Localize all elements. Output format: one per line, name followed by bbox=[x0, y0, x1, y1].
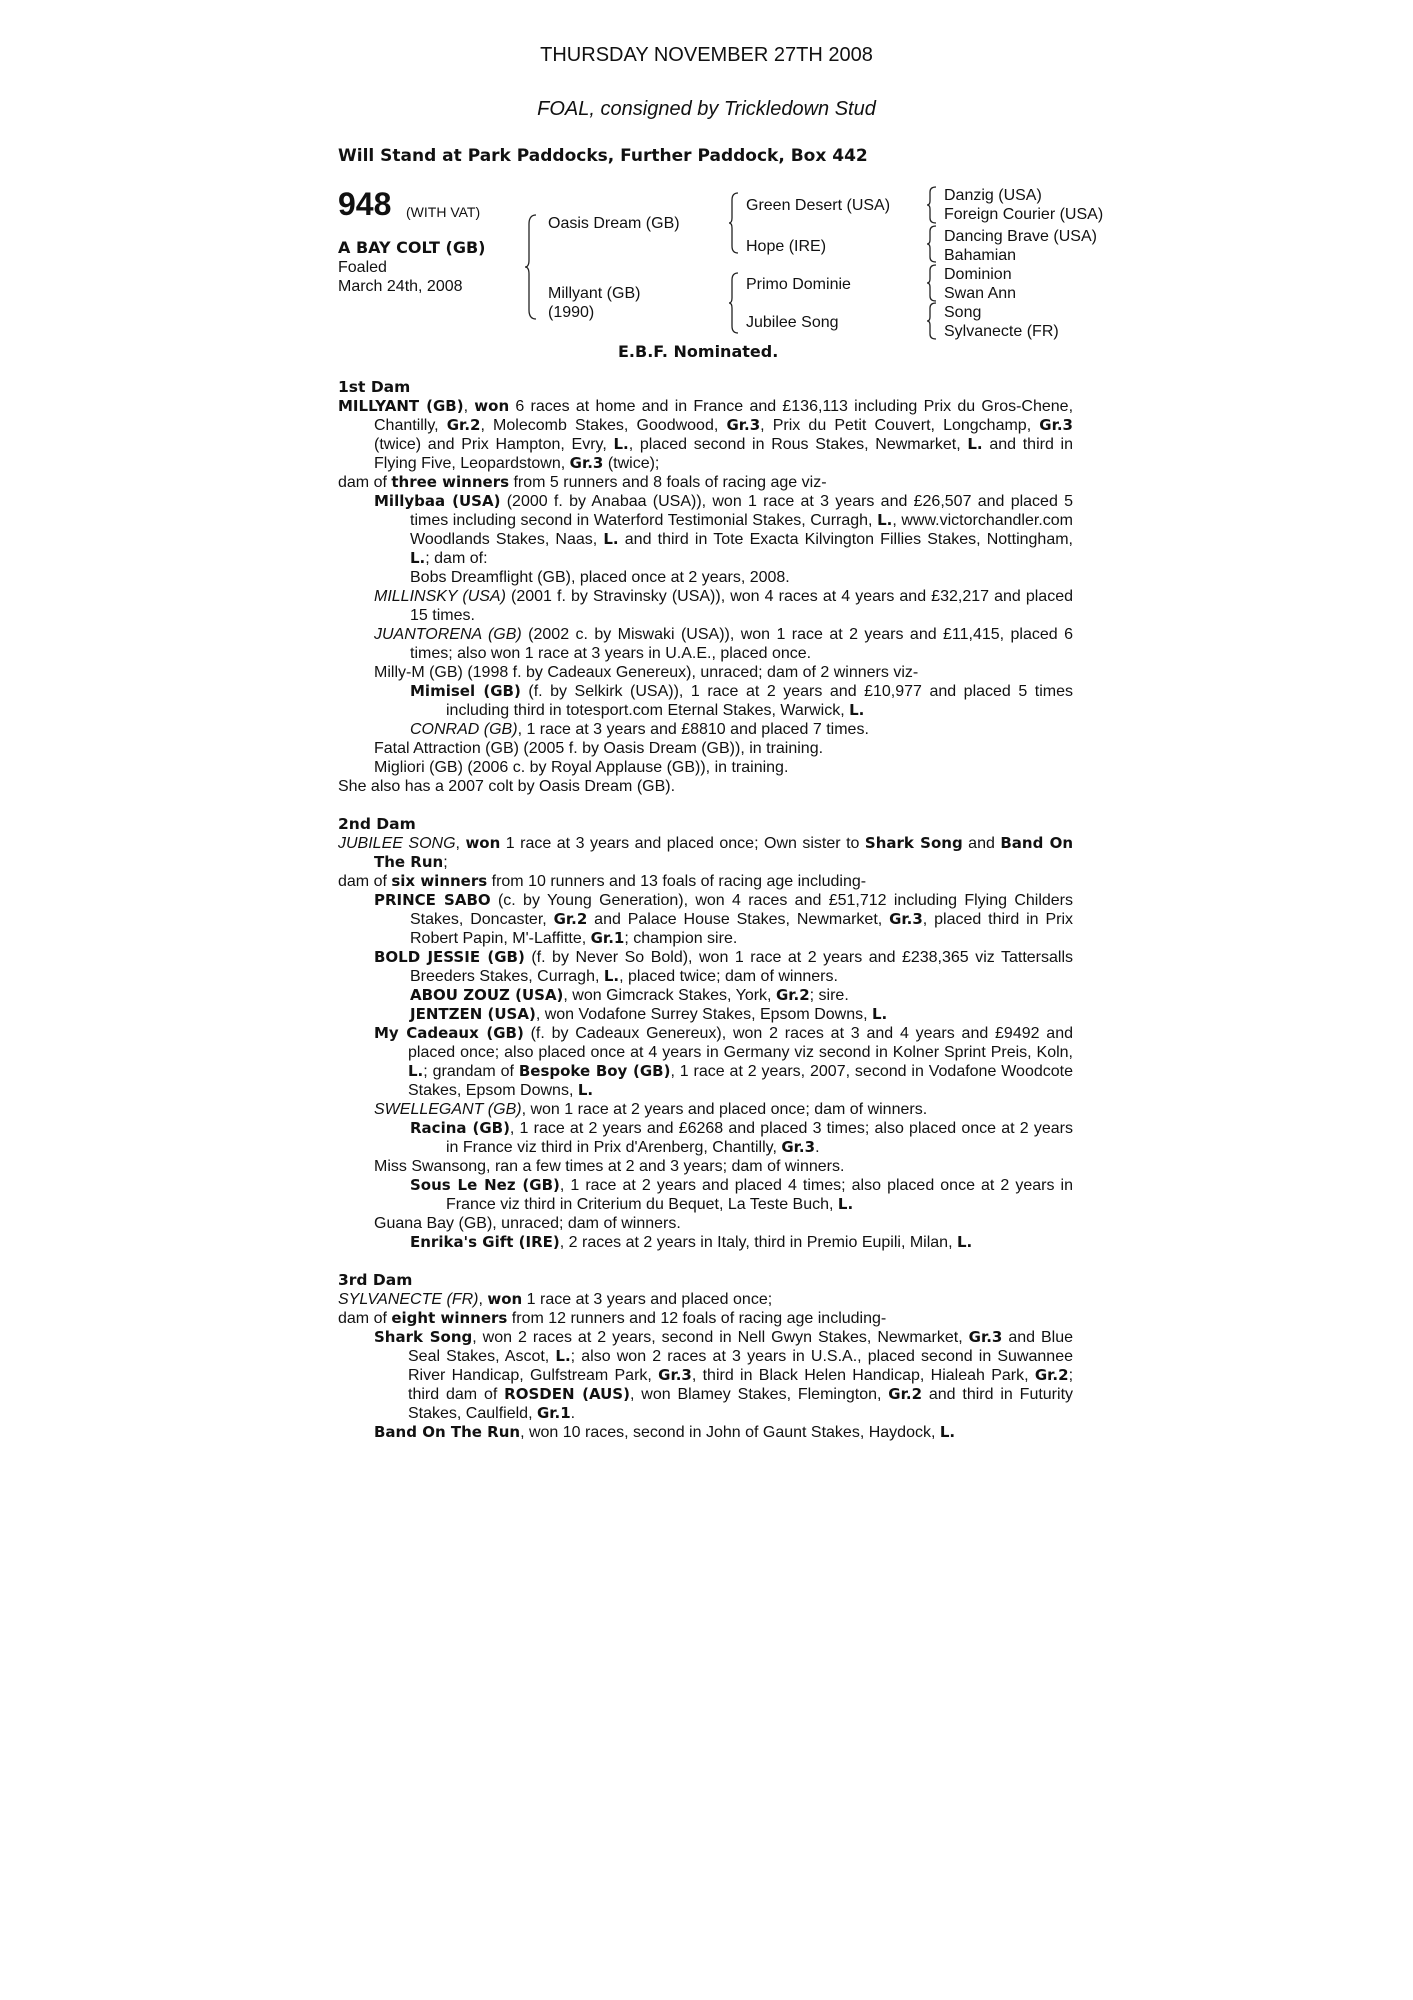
band-on-the-run-entry: Band On The Run, won 10 races, second in John of Gaunt Stakes, Haydock, L. bbox=[374, 1423, 956, 1441]
conrad-entry: CONRAD (GB), 1 race at 3 years and £8810 and placed 7 times. bbox=[410, 721, 869, 738]
pedigree-g2: Foreign Courier (USA) bbox=[944, 206, 1104, 223]
bold-jessie-entry: BOLD JESSIE (GB) (f. by Never So Bold), won 1 race at 2 years and £238,365 viz Tattersalls Breeders Stakes, Curragh, L., placed twice; dam of winners. bbox=[374, 948, 1073, 985]
jentzen-entry: JENTZEN (USA), won Vodafone Surrey Stakes, Epsom Downs, L. bbox=[410, 1005, 888, 1023]
my-cadeaux-entry: My Cadeaux (GB) (f. by Cadeaux Genereux), won 2 races at 3 and 4 years and £9492 and placed once; also placed once at 4 years in Germany viz second in Kolner Sprint Preis, Koln, L.; grandam of Bespoke Boy (GB), 1 race at 2 years, 2007, second in Vodafone Woodcote Stakes, Epsom Downs, L. bbox=[374, 1024, 1074, 1099]
second-dam-produce-summary: dam of six winners from 10 runners and 13 foals of racing age including- bbox=[338, 872, 867, 890]
pedigree-brace-g1 bbox=[926, 186, 938, 224]
second-dam-heading: 2nd Dam bbox=[338, 815, 416, 833]
pedigree-g7: Song bbox=[944, 304, 982, 321]
pedigree-g1: Danzig (USA) bbox=[944, 187, 1042, 204]
third-dam-heading: 3rd Dam bbox=[338, 1271, 413, 1289]
millybaa-entry: Millybaa (USA) (2000 f. by Anabaa (USA)), won 1 race at 3 years and £26,507 and placed 5 times including second in Waterford Testimonial Stakes, Curragh, L., www.victorchandler.com Woodlands Stakes, Naas, L. and third in Tote Exacta Kilvington Fillies Stakes, Nottingham, L.; dam of: bbox=[374, 492, 1074, 567]
swellegant-entry: SWELLEGANT (GB), won 1 race at 2 years and placed once; dam of winners. bbox=[374, 1101, 928, 1118]
pedigree-g6: Swan Ann bbox=[944, 285, 1017, 302]
vat-note: (WITH VAT) bbox=[406, 204, 481, 220]
milly-m-entry: Milly-M (GB) (1998 f. by Cadeaux Genereux), unraced; dam of 2 winners viz- bbox=[374, 664, 919, 681]
first-dam-produce-summary: dam of three winners from 5 runners and 8 foals of racing age viz- bbox=[338, 473, 827, 491]
catalogue-body bbox=[338, 378, 1073, 1442]
bobs-dreamflight-entry: Bobs Dreamflight (GB), placed once at 2 years, 2008. bbox=[410, 569, 790, 586]
pedigree-dam-sire: Primo Dominie bbox=[746, 276, 851, 293]
pedigree-dam: Millyant (GB) bbox=[548, 285, 641, 302]
sylvanecte-entry: SYLVANECTE (FR), won 1 race at 3 years and placed once; bbox=[338, 1290, 773, 1308]
guana-bay-entry: Guana Bay (GB), unraced; dam of winners. bbox=[374, 1215, 681, 1232]
racina-entry: Racina (GB), 1 race at 2 years and £6268 and placed 3 times; also placed once at 2 years in France viz third in Prix d'Arenberg, Chantilly, Gr.3. bbox=[410, 1119, 1073, 1156]
migliori-entry: Migliori (GB) (2006 c. by Royal Applause (GB)), in training. bbox=[374, 759, 789, 776]
pedigree-brace-g4 bbox=[926, 302, 938, 340]
also-has-note: She also has a 2007 colt by Oasis Dream (GB). bbox=[338, 778, 676, 795]
abou-zouz-entry: ABOU ZOUZ (USA), won Gimcrack Stakes, York, Gr.2; sire. bbox=[410, 986, 849, 1004]
pedigree-sire-dam: Hope (IRE) bbox=[746, 238, 827, 255]
jubilee-song-entry: JUBILEE SONG, won 1 race at 3 years and placed once; Own sister to Shark Song and Band On The Run; bbox=[338, 834, 1074, 871]
lot-number: 948 bbox=[338, 186, 392, 222]
pedigree-brace-sire bbox=[728, 192, 740, 254]
sous-le-nez-entry: Sous Le Nez (GB), 1 race at 2 years and placed 4 times; also placed once at 2 years in France viz third in Criterium du Bequet, La Teste Buch, L. bbox=[410, 1176, 1073, 1213]
millyant-entry: MILLYANT (GB), won 6 races at home and in France and £136,113 including Prix du Gros-Chene, Chantilly, Gr.2, Molecomb Stakes, Goodwood, Gr.3, Prix du Petit Couvert, Longchamp, Gr.3 (twice) and Prix Hampton, Evry, L., placed second in Rous Stakes, Newmarket, L. and third in Flying Five, Leopardstown, Gr.3 (twice); bbox=[338, 397, 1074, 472]
mimisel-entry: Mimisel (GB) (f. by Selkirk (USA)), 1 race at 2 years and £10,977 and placed 5 times including third in totesport.com Eternal Stakes, Warwick, L. bbox=[410, 682, 1073, 719]
third-dam-produce-summary: dam of eight winners from 12 runners and 12 foals of racing age including- bbox=[338, 1309, 887, 1327]
consignor-line: FOAL, consigned by Trickledown Stud bbox=[537, 98, 876, 120]
fatal-attraction-entry: Fatal Attraction (GB) (2005 f. by Oasis Dream (GB)), in training. bbox=[374, 740, 824, 757]
pedigree-brace-g3 bbox=[926, 264, 938, 302]
ebf-nominated: E.B.F. Nominated. bbox=[618, 342, 779, 361]
pedigree-dam-dam: Jubilee Song bbox=[746, 314, 839, 331]
shark-song-entry: Shark Song, won 2 races at 2 years, second in Nell Gwyn Stakes, Newmarket, Gr.3 and Blue Seal Stakes, Ascot, L.; also won 2 races at 3 years in U.S.A., placed second in Suwannee River Handicap, Gulfstream Park, Gr.3, third in Black Helen Handicap, Hialeah Park, Gr.2; third dam of ROSDEN (AUS), won Blamey Stakes, Flemington, Gr.2 and third in Futurity Stakes, Caulfield, Gr.1. bbox=[374, 1328, 1074, 1422]
pedigree-sire: Oasis Dream (GB) bbox=[548, 215, 680, 232]
foaled-date: March 24th, 2008 bbox=[338, 278, 463, 295]
pedigree-dam-year: (1990) bbox=[548, 304, 595, 321]
prince-sabo-entry: PRINCE SABO (c. by Young Generation), won 4 races and £51,712 including Flying Childers Stakes, Doncaster, Gr.2 and Palace House Stakes, Newmarket, Gr.3, placed third in Prix Robert Papin, M'-Laffitte, Gr.1; champion sire. bbox=[374, 891, 1074, 947]
pedigree-brace-dam bbox=[728, 272, 740, 334]
sale-date: THURSDAY NOVEMBER 27TH 2008 bbox=[540, 44, 873, 66]
pedigree-brace-g2 bbox=[926, 225, 938, 263]
foaled-label: Foaled bbox=[338, 259, 387, 276]
pedigree-g8: Sylvanecte (FR) bbox=[944, 323, 1059, 340]
pedigree-brace-main bbox=[524, 214, 538, 320]
lot-description: A BAY COLT (GB) bbox=[338, 238, 486, 257]
stand-location: Will Stand at Park Paddocks, Further Paddock, Box 442 bbox=[338, 146, 868, 166]
pedigree-g4: Bahamian bbox=[944, 247, 1017, 264]
millinsky-entry: MILLINSKY (USA) (2001 f. by Stravinsky (USA)), won 4 races at 4 years and £32,217 and placed 15 times. bbox=[374, 588, 1074, 624]
enrikas-gift-entry: Enrika's Gift (IRE), 2 races at 2 years in Italy, third in Premio Eupili, Milan, L. bbox=[410, 1233, 973, 1251]
juantorena-entry: JUANTORENA (GB) (2002 c. by Miswaki (USA)), won 1 race at 2 years and £11,415, placed 6 times; also won 1 race at 3 years in U.A.E., placed once. bbox=[374, 626, 1073, 662]
first-dam-heading: 1st Dam bbox=[338, 378, 411, 396]
pedigree-g5: Dominion bbox=[944, 266, 1012, 283]
miss-swansong-entry: Miss Swansong, ran a few times at 2 and 3 years; dam of winners. bbox=[374, 1158, 845, 1175]
pedigree-g3: Dancing Brave (USA) bbox=[944, 228, 1097, 245]
pedigree-sire-sire: Green Desert (USA) bbox=[746, 197, 891, 214]
